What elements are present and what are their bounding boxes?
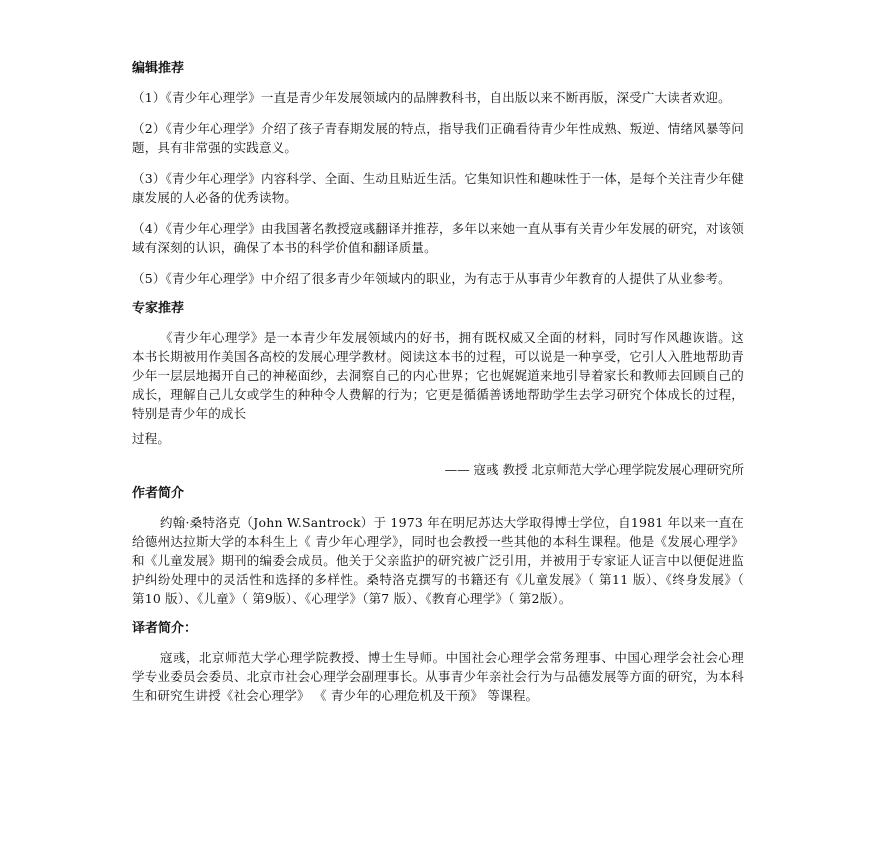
editor-recommend-item-4: （4）《青少年心理学》由我国著名教授寇彧翻译并推荐，多年以来她一直从事有关青少年发展的研究，对该领域有深刻的认识，确保了本书的科学价值和翻译质量。 bbox=[132, 221, 744, 255]
expert-recommend-body: 《青少年心理学》是一本青少年发展领域内的好书，拥有既权威又全面的材料，同时写作风趣诙谐。这本书长期被用作美国各高校的发展心理学教材。阅读这本书的过程，可以说是一种享受，它引人入胜地帮助青少年一层层地揭开自己的神秘面纱，去洞察自己的内心世界；它也娓娓道来地引导着家长和教师去回顾自己的成长，理解自己儿女或学生的种种令人费解的行为；它更是循循善诱地帮助学生去学习研究个体成长的过程，特别是青少年的成长 bbox=[132, 330, 744, 421]
author-intro-heading: 作者简介 bbox=[132, 486, 185, 501]
document-content bbox=[132, 60, 744, 717]
translator-intro-heading: 译者简介： bbox=[132, 621, 198, 636]
expert-recommend-tail: 过程。 bbox=[132, 431, 171, 446]
editor-recommend-item-3: （3）《青少年心理学》内容科学、全面、生动且贴近生活。它集知识性和趣味性于一体，是每个关注青少年健康发展的人必备的优秀读物。 bbox=[132, 171, 744, 205]
editor-recommend-item-5: （5）《青少年心理学》中介绍了很多青少年领域内的职业，为有志于从事青少年教育的人提供了从业参考。 bbox=[132, 271, 731, 286]
editor-recommend-item-1: （1）《青少年心理学》一直是青少年发展领域内的品牌教科书，自出版以来不断再版，深受广大读者欢迎。 bbox=[132, 90, 731, 105]
editor-recommend-section bbox=[132, 60, 744, 288]
editor-recommend-item-2: （2）《青少年心理学》介绍了孩子青春期发展的特点，指导我们正确看待青少年性成熟、叛逆、情绪风暴等问题，具有非常强的实践意义。 bbox=[132, 121, 744, 155]
translator-intro-section bbox=[132, 620, 744, 705]
expert-recommend-section bbox=[132, 300, 744, 479]
author-intro-body: 约翰·桑特洛克（John W.Santrock）于 1973 年在明尼苏达大学取得博士学位，自1981 年以来一直在给德州达拉斯大学的本科生上《 青少年心理学》，同时也会教授一些其他的本科生课程。他是《发展心理学》和《儿童发展》期刊的编委会成员。他关于父亲监护的研究被广泛引用，并被用于专家证人证言中以便促进监护纠纷处理中的灵活性和选择的多样性。桑特洛克撰写的书籍还有《儿童发展》（ 第11 版）、《终身发展》（ 第10 版）、《儿童》（ 第9版）、《心理学》（第7 版）、《教育心理学》（ 第2版）。 bbox=[132, 515, 744, 606]
author-intro-section bbox=[132, 485, 744, 608]
editor-recommend-heading: 编辑推荐 bbox=[132, 61, 185, 76]
translator-intro-body: 寇彧，北京师范大学心理学院教授、博士生导师。中国社会心理学会常务理事、中国心理学会社会心理学专业委员会委员、北京市社会心理学会副理事长。从事青少年亲社会行为与品德发展等方面的研究，为本科生和研究生讲授《社会心理学》 《 青少年的心理危机及干预》 等课程。 bbox=[132, 650, 744, 703]
expert-recommend-heading: 专家推荐 bbox=[132, 301, 185, 316]
expert-recommend-signature: —— 寇彧 教授 北京师范大学心理学院发展心理研究所 bbox=[444, 462, 744, 477]
